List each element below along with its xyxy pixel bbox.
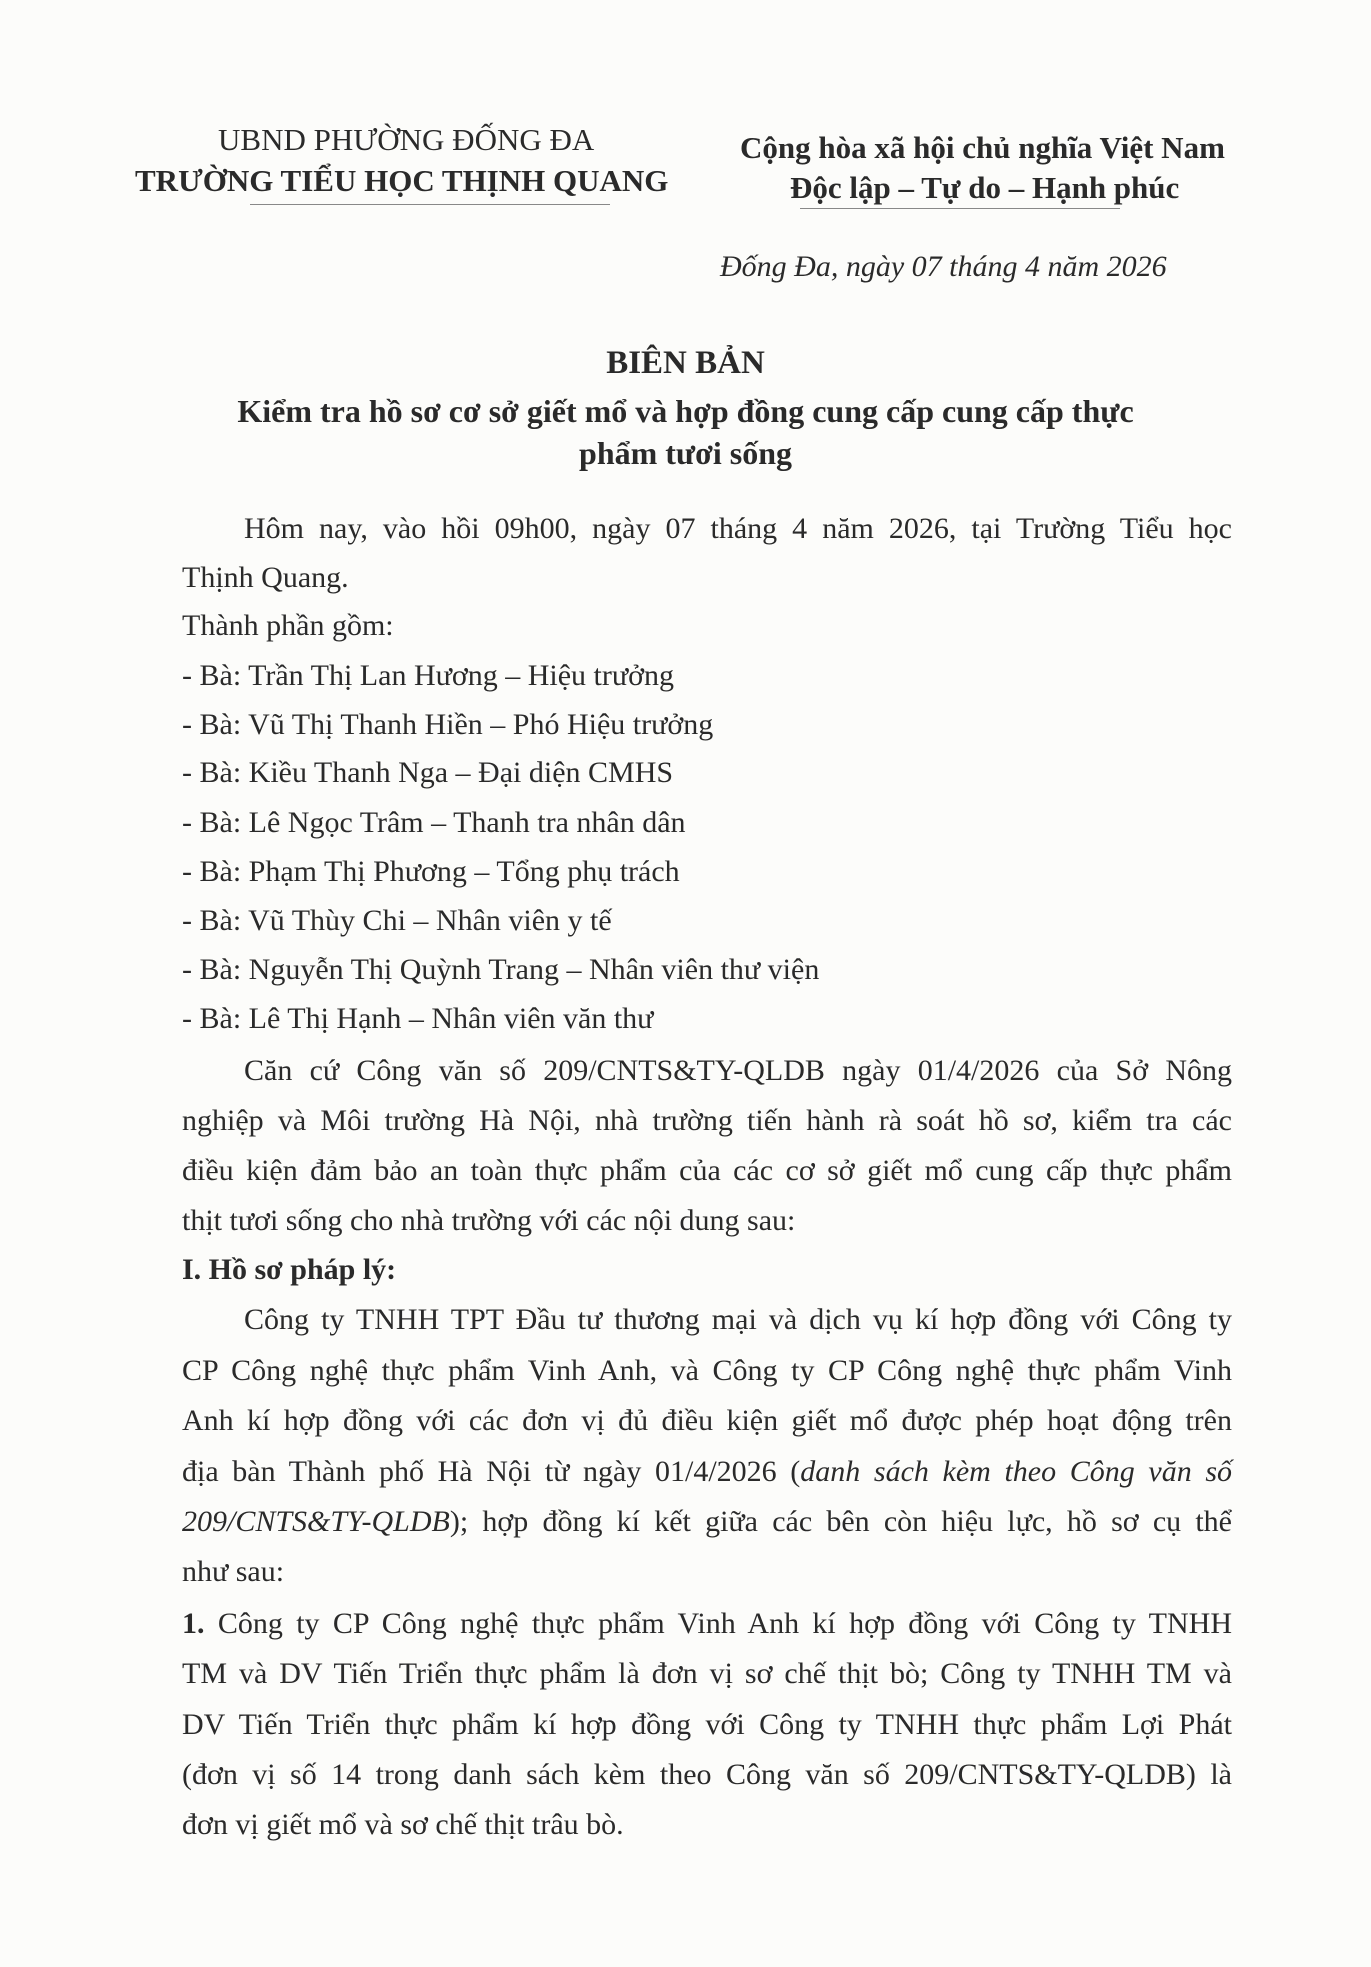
item-line [182,1609,1232,1639]
legal-text: ); hợp đồng kí kết giữa các bên còn hiệu lực, hồ sơ cụ thể [449,1505,1232,1538]
legal-line [182,1457,1232,1487]
member-item: - Bà: Nguyễn Thị Quỳnh Trang – Nhân viên thư viện [182,953,820,986]
basis-line: điều kiện đảm bảo an toàn thực phẩm của các cơ sở giết mổ cung cấp thực phẩm [182,1154,1232,1187]
national-motto: Độc lập – Tự do – Hạnh phúc [790,170,1180,205]
member-item: - Bà: Kiều Thanh Nga – Đại diện CMHS [182,756,674,789]
member-item: - Bà: Phạm Thị Phương – Tổng phụ trách [182,855,680,888]
item-line: TM và DV Tiến Triển thực phẩm là đơn vị sơ chế thịt bò; Công ty TNHH TM và [182,1657,1232,1690]
member-item: - Bà: Vũ Thị Thanh Hiền – Phó Hiệu trưởng [182,708,714,741]
member-item: - Bà: Trần Thị Lan Hương – Hiệu trưởng [182,659,674,692]
basis-line: nghiệp và Môi trường Hà Nội, nhà trường tiến hành rà soát hồ sơ, kiểm tra các [182,1104,1232,1137]
document-subtitle-line2: phẩm tươi sống [579,435,792,471]
intro-line: Thịnh Quang. [182,561,349,594]
item-text: Công ty CP Công nghệ thực phẩm Vinh Anh kí hợp đồng với Công ty TNHH [204,1607,1232,1640]
basis-line: thịt tươi sống cho nhà trường với các nội dung sau: [182,1204,796,1237]
section-heading: I. Hồ sơ pháp lý: [182,1253,397,1286]
document-date: Đống Đa, ngày 07 tháng 4 năm 2026 [720,250,1167,283]
legal-reference-italic: danh sách kèm theo Công văn số [800,1455,1232,1488]
right-header-underline [800,208,1120,209]
legal-line [182,1507,1232,1537]
document-title: BIÊN BẢN [606,345,765,381]
legal-line: như sau: [182,1555,285,1588]
legal-line: Công ty TNHH TPT Đầu tư thương mại và dịch vụ kí hợp đồng với Công ty [244,1303,1232,1336]
item-number: 1. [182,1607,205,1640]
intro-line: Hôm nay, vào hồi 09h00, ngày 07 tháng 4 năm 2026, tại Trường Tiểu học [244,512,1232,545]
item-line: (đơn vị số 14 trong danh sách kèm theo Công văn số 209/CNTS&TY-QLDB) là [182,1758,1232,1791]
members-heading: Thành phần gồm: [182,609,394,642]
legal-reference-italic: 209/CNTS&TY-QLDB [182,1505,450,1538]
national-title: Cộng hòa xã hội chủ nghĩa Việt Nam [740,130,1225,165]
legal-text: địa bàn Thành phố Hà Nội từ ngày 01/4/2026 ( [182,1455,801,1488]
basis-line: Căn cứ Công văn số 209/CNTS&TY-QLDB ngày 01/4/2026 của Sở Nông [244,1054,1232,1087]
agency-name: UBND PHƯỜNG ĐỐNG ĐA [218,122,595,157]
legal-line: CP Công nghệ thực phẩm Vinh Anh, và Công ty CP Công nghệ thực phẩm Vinh [182,1354,1232,1387]
member-item: - Bà: Lê Thị Hạnh – Nhân viên văn thư [182,1002,654,1035]
left-header-underline [250,204,610,205]
legal-line: Anh kí hợp đồng với các đơn vị đủ điều kiện giết mổ được phép hoạt động trên [182,1404,1232,1437]
item-line: DV Tiến Triển thực phẩm kí hợp đồng với Công ty TNHH thực phẩm Lợi Phát [182,1708,1232,1741]
school-name: TRƯỜNG TIỂU HỌC THỊNH QUANG [135,163,669,198]
document-subtitle-line1: Kiểm tra hồ sơ cơ sở giết mổ và hợp đồng cung cấp cung cấp thực [237,393,1134,429]
member-item: - Bà: Lê Ngọc Trâm – Thanh tra nhân dân [182,806,686,839]
member-item: - Bà: Vũ Thùy Chi – Nhân viên y tế [182,904,612,937]
item-line: đơn vị giết mổ và sơ chế thịt trâu bò. [182,1808,624,1841]
